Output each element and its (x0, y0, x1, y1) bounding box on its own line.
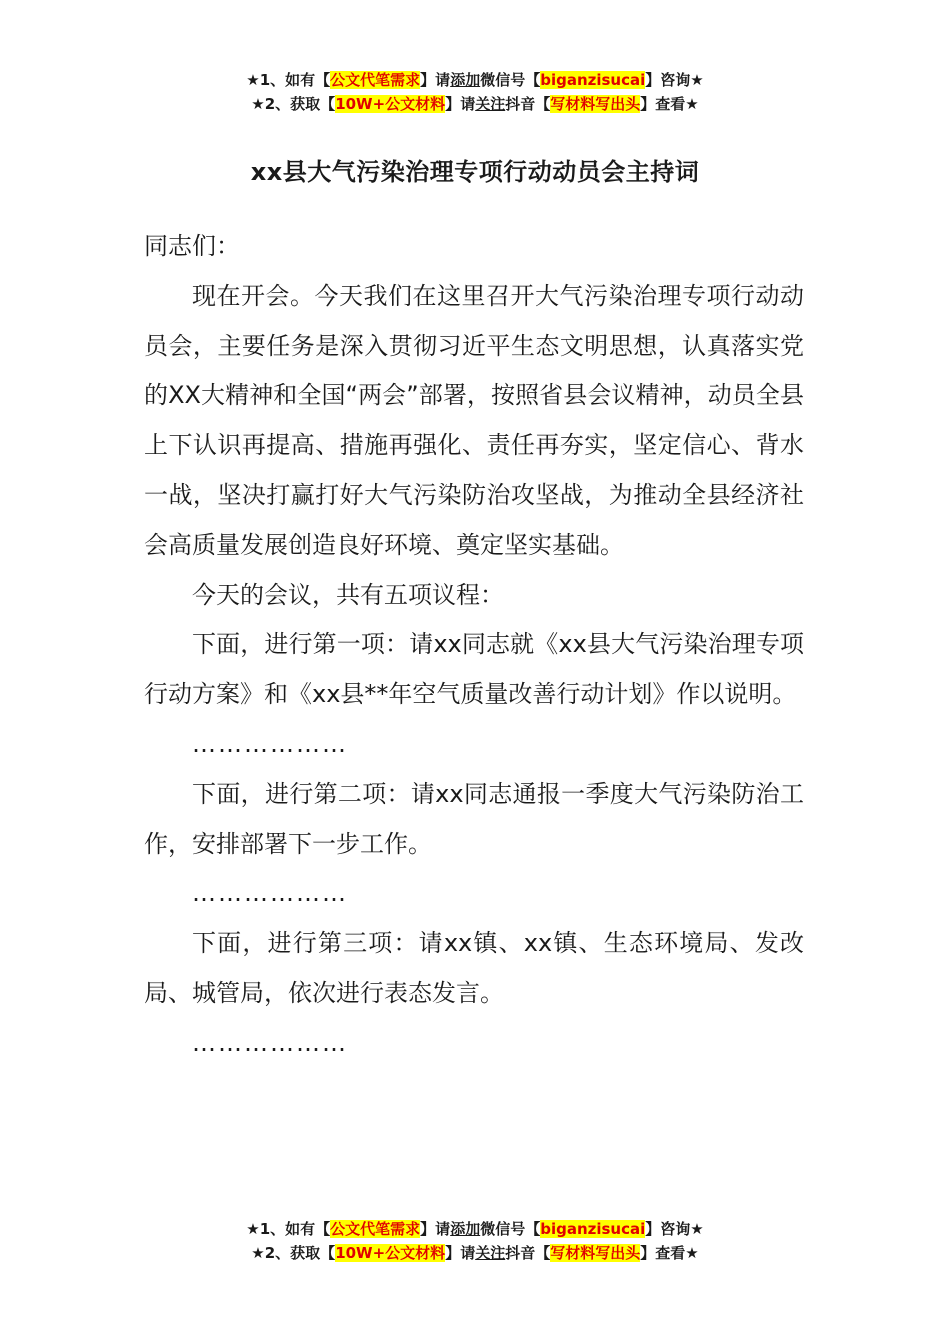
promo-text: 】咨询★ (645, 71, 704, 89)
promo-line-2 (0, 1241, 950, 1265)
paragraph-item-2: 下面，进行第二项：请xx同志通报一季度大气污染防治工作，安排部署下一步工作。 (144, 779, 804, 858)
paragraph-agenda: 今天的会议，共有五项议程： (192, 580, 504, 609)
promo-highlight: 公文代笔需求 (330, 1220, 421, 1238)
promo-douyin-id: 写材料写出头 (550, 1244, 641, 1262)
promo-text: 】请 (445, 95, 476, 113)
promo-text: 微信号【 (480, 71, 541, 89)
paragraph-item-3: 下面，进行第三项：请xx镇、xx镇、生态环境局、发改局、城管局，依次进行表态发言。 (144, 929, 804, 1007)
promo-text: 】请 (420, 71, 451, 89)
promo-line-1 (0, 68, 950, 92)
promo-highlight: 公文代笔需求 (330, 71, 421, 89)
promo-text: ★2、获取【 (251, 1244, 336, 1262)
promo-text: 抖音【 (505, 1244, 551, 1262)
salutation: 同志们： (144, 232, 240, 260)
promo-text: 】查看★ (640, 1244, 699, 1262)
promo-line-1 (0, 1217, 950, 1241)
promo-text: ★1、如有【 (246, 71, 331, 89)
promo-text: 】请 (445, 1244, 476, 1262)
promo-underline: 添加 (450, 1220, 481, 1238)
promo-text: 】请 (420, 1220, 451, 1238)
promo-text: 微信号【 (480, 1220, 541, 1238)
promo-wechat-id: biganzisucai (540, 71, 646, 89)
promo-text: 】咨询★ (645, 1220, 704, 1238)
document-title: xx县大气污染治理专项行动动员会主持词 (250, 158, 700, 186)
ellipsis: ……………… (192, 879, 348, 908)
promo-underline: 关注 (475, 95, 506, 113)
promo-underline: 添加 (450, 71, 481, 89)
header-promo (0, 68, 950, 116)
promo-highlight: 10W+公文材料 (335, 95, 446, 113)
promo-text: ★1、如有【 (246, 1220, 331, 1238)
footer-promo (0, 1217, 950, 1265)
promo-douyin-id: 写材料写出头 (550, 95, 641, 113)
document-body (144, 222, 804, 1069)
promo-text: 】查看★ (640, 95, 699, 113)
ellipsis: ……………… (192, 1028, 348, 1057)
promo-underline: 关注 (475, 1244, 506, 1262)
paragraph-item-1: 下面，进行第一项：请xx同志就《xx县大气污染治理专项行动方案》和《xx县**年空气质量改善行动计划》作以说明。 (144, 630, 804, 709)
promo-text: ★2、获取【 (251, 95, 336, 113)
ellipsis: ……………… (192, 729, 348, 758)
promo-line-2 (0, 92, 950, 116)
promo-text: 抖音【 (505, 95, 551, 113)
promo-highlight: 10W+公文材料 (335, 1244, 446, 1262)
paragraph-opening: 现在开会。今天我们在这里召开大气污染治理专项行动动员会，主要任务是深入贯彻习近平生态文明思想，认真落实党的XX大精神和全国“两会”部署，按照省县会议精神，动员全县上下认识再提高、措施再强化、责任再夯实，坚定信心、背水一战，坚决打赢打好大气污染防治攻坚战，为推动全县经济社会高质量发展创造良好环境、奠定坚实基础。 (144, 281, 804, 559)
promo-wechat-id: biganzisucai (540, 1220, 646, 1238)
